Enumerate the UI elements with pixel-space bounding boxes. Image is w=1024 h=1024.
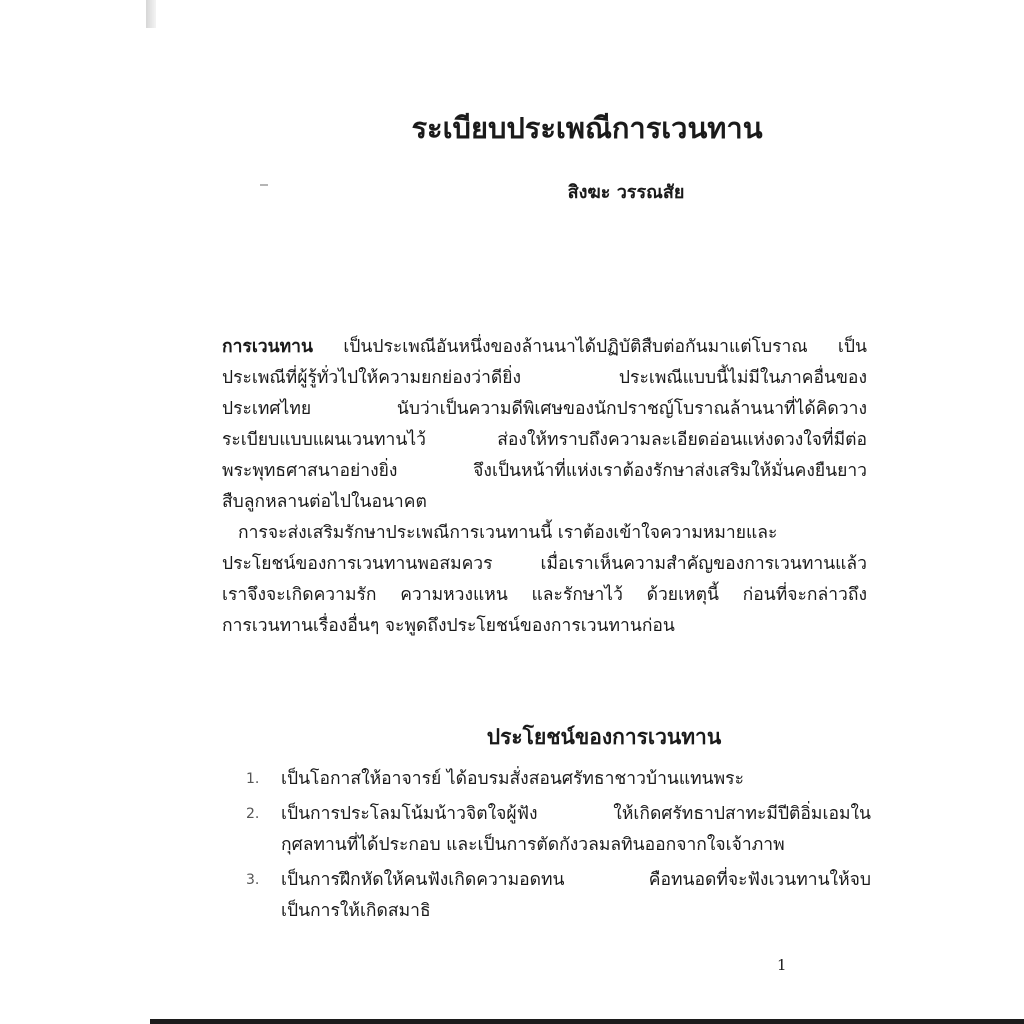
list-line: เป็นโอกาสให้อาจารย์ ได้อบรมสั่งสอนศรัทธาชาวบ้านแทนพระ <box>281 769 744 789</box>
intro-line-5: พระพุทธศาสนาอย่างยิ่ง จึงเป็นหน้าที่แห่งเราต้องรักษาส่งเสริมให้มั่นคงยืนยาว <box>222 461 867 481</box>
paragraph2-line-3: เราจึงจะเกิดความรัก ความหวงแหน และรักษาไว้ ด้วยเหตุนี้ ก่อนที่จะกล่าวถึง <box>222 585 867 605</box>
intro-line-1 <box>222 332 867 363</box>
paragraph2-line-1: การจะส่งเสริมรักษาประเพณีการเวนทานนี้ เราต้องเข้าใจความหมายและ <box>238 523 778 543</box>
document-page <box>150 0 1024 1019</box>
scan-bottom-edge <box>150 1019 1024 1024</box>
intro-line-2: ประเพณีที่ผู้รู้ทั่วไปให้ความยกย่องว่าดียิ่ง ประเพณีแบบนี้ไม่มีในภาคอื่นของ <box>222 368 867 388</box>
list-item <box>246 764 871 795</box>
list-number: 2. <box>246 806 260 822</box>
list-line: เป็นการฝึกหัดให้คนฟังเกิดความอดทน คือทนอดที่จะฟังเวนทานให้จบ <box>281 870 871 890</box>
list-line: กุศลทานที่ได้ประกอบ และเป็นการตัดกังวลมลทินออกจากใจเจ้าภาพ <box>281 835 785 855</box>
intro-line-1-text: เป็นประเพณีอันหนึ่งของล้านนาได้ปฏิบัติสืบต่อกันมาแต่โบราณ เป็น <box>343 337 867 357</box>
list-number: 1. <box>246 771 260 787</box>
paragraph2-line-2: ประโยชน์ของการเวนทานพอสมควร เมื่อเราเห็นความสำคัญของการเวนทานแล้ว <box>222 554 867 574</box>
intro-lead-term: การเวนทาน <box>222 337 313 357</box>
list-number: 3. <box>246 872 260 888</box>
document-title: ระเบียบประเพณีการเวนทาน <box>411 111 763 145</box>
intro-line-4: ระเบียบแบบแผนเวนทานไว้ ส่องให้ทราบถึงความละเอียดอ่อนแห่งดวงใจที่มีต่อ <box>222 430 867 450</box>
paragraph2-line-4: การเวนทานเรื่องอื่นๆ จะพูดถึงประโยชน์ของการเวนทานก่อน <box>222 616 675 636</box>
intro-line-6: สืบลูกหลานต่อไปในอนาคต <box>222 492 427 512</box>
page-number: 1 <box>777 956 787 974</box>
list-line: เป็นการประโลมโน้มน้าวจิตใจผู้ฟัง ให้เกิดศรัทธาปสาทะมีปีติอิ่มเอมใน <box>281 804 871 824</box>
author-name: สิงฆะ วรรณสัย <box>567 182 685 203</box>
benefits-list <box>246 764 871 931</box>
list-line: เป็นการให้เกิดสมาธิ <box>281 901 431 921</box>
section-heading: ประโยชน์ของการเวนทาน <box>486 725 722 750</box>
list-item <box>246 865 871 927</box>
body-text <box>222 332 867 642</box>
scan-margin <box>0 0 150 1024</box>
list-item <box>246 799 871 861</box>
intro-line-3: ประเทศไทย นับว่าเป็นความดีพิเศษของนักปราชญ์โบราณล้านนาที่ได้คิดวาง <box>222 399 867 419</box>
